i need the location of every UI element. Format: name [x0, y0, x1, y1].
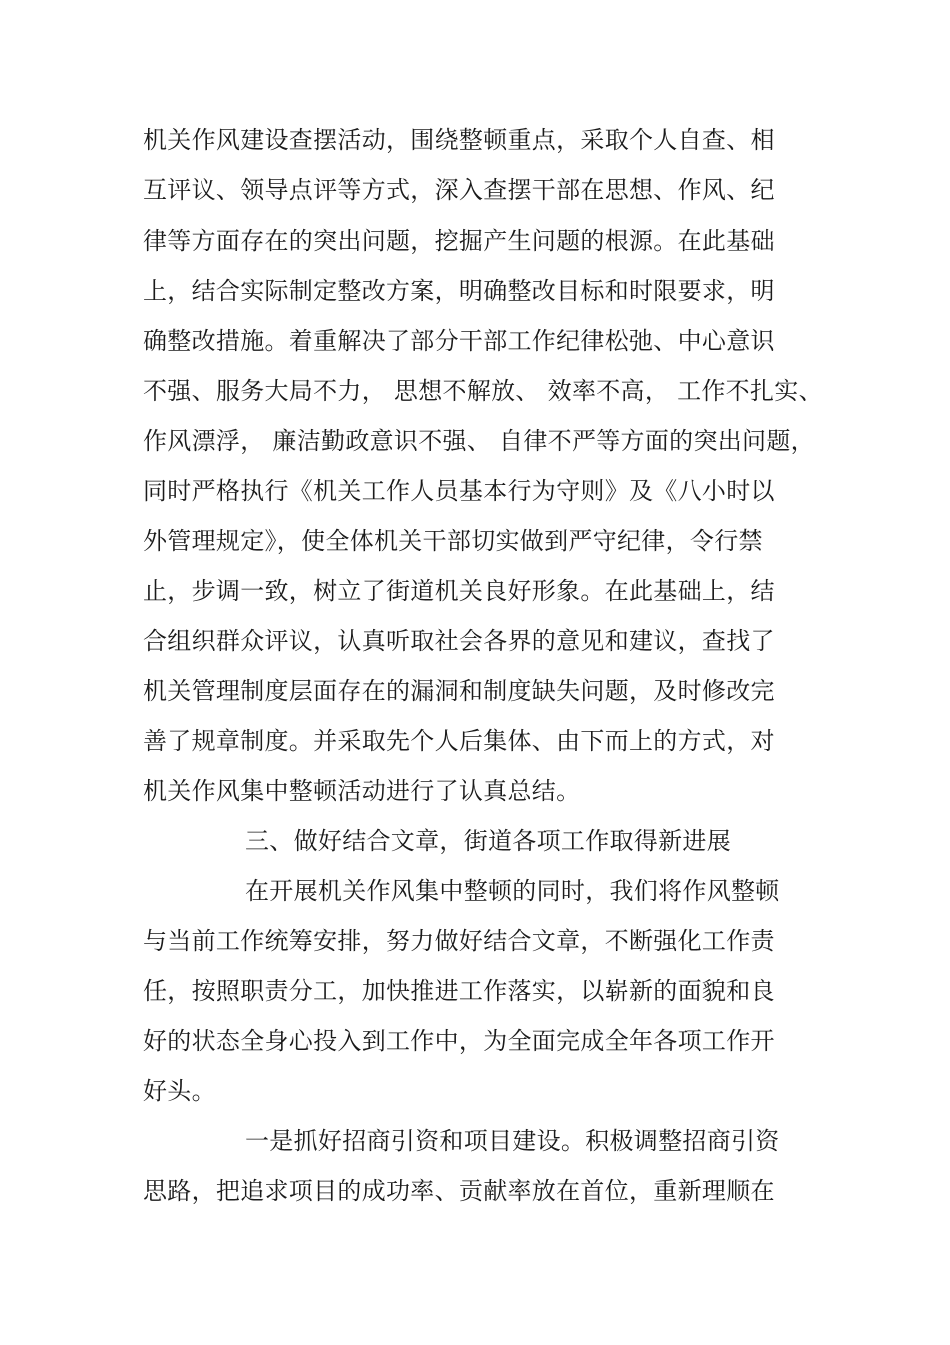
- body-text-line: 善了规章制度。并采取先个人后集体、由下而上的方式，对: [143, 727, 775, 755]
- body-text-line: 机关管理制度层面存在的漏洞和制度缺失问题，及时修改完: [143, 677, 775, 705]
- body-text-line: 不强、服务大局不力， 思想不解放、 效率不高， 工作不扎实、: [143, 377, 823, 405]
- body-text-line: 止，步调一致，树立了街道机关良好形象。在此基础上，结: [143, 577, 775, 605]
- body-text-line: 好的状态全身心投入到工作中，为全面完成全年各项工作开: [143, 1027, 775, 1055]
- body-text-line: 作风漂浮， 廉洁勤政意识不强、 自律不严等方面的突出问题，: [143, 427, 815, 455]
- body-text-line: 外管理规定》，使全体机关干部切实做到严守纪律，令行禁: [143, 527, 763, 555]
- body-text-line: 思路，把追求项目的成功率、贡献率放在首位，重新理顺在: [143, 1177, 775, 1205]
- body-text-line: 律等方面存在的突出问题，挖掘产生问题的根源。在此基础: [143, 227, 775, 255]
- body-text-line: 合组织群众评议，认真听取社会各界的意见和建议，查找了: [143, 627, 775, 655]
- body-text-line: 上，结合实际制定整改方案，明确整改目标和时限要求，明: [143, 277, 775, 305]
- body-text-line: 与当前工作统筹安排，努力做好结合文章，不断强化工作责: [143, 927, 775, 955]
- body-text-line: 任，按照职责分工，加快推进工作落实，以崭新的面貌和良: [143, 977, 775, 1005]
- section-heading: 三、做好结合文章，街道各项工作取得新进展: [245, 827, 731, 855]
- body-text-line: 确整改措施。着重解决了部分干部工作纪律松弛、中心意识: [143, 327, 775, 355]
- body-text-line: 在开展机关作风集中整顿的同时，我们将作风整顿: [245, 877, 780, 905]
- body-text-line: 好头。: [143, 1077, 216, 1105]
- body-text-line: 一是抓好招商引资和项目建设。积极调整招商引资: [245, 1127, 780, 1155]
- body-text-line: 同时严格执行《机关工作人员基本行为守则》及《八小时以: [143, 477, 775, 505]
- body-text-line: 机关作风集中整顿活动进行了认真总结。: [143, 777, 581, 805]
- body-text-line: 机关作风建设查摆活动，围绕整顿重点，采取个人自查、相: [143, 126, 775, 154]
- body-text-line: 互评议、领导点评等方式，深入查摆干部在思想、作风、纪: [143, 176, 775, 204]
